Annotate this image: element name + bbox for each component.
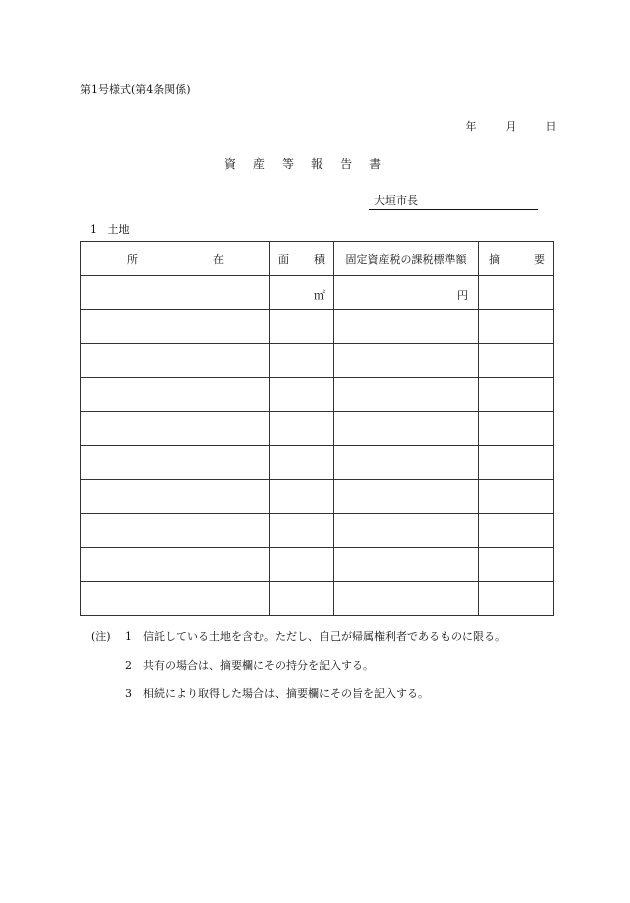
header-tax-base: 固定資産税の課税標準額 xyxy=(334,242,479,276)
date-day-label: 日 xyxy=(545,120,557,133)
area-cell[interactable] xyxy=(270,310,334,344)
section-title: 土地 xyxy=(107,223,130,236)
tax-base-cell[interactable] xyxy=(334,276,479,310)
area-cell[interactable] xyxy=(270,480,334,514)
section-heading xyxy=(90,221,130,237)
addressee: 大垣市長 xyxy=(369,192,538,210)
remarks-cell[interactable] xyxy=(479,446,554,480)
table-row xyxy=(81,310,554,344)
area-cell[interactable] xyxy=(270,446,334,480)
location-cell[interactable] xyxy=(81,412,270,446)
location-cell[interactable] xyxy=(81,310,270,344)
location-cell[interactable] xyxy=(81,514,270,548)
tax-base-cell[interactable] xyxy=(334,446,479,480)
tax-base-cell[interactable] xyxy=(334,548,479,582)
title-char: 等 xyxy=(282,157,312,171)
table-row xyxy=(81,480,554,514)
location-cell[interactable] xyxy=(81,582,270,616)
remarks-cell[interactable] xyxy=(479,582,554,616)
date-month-label: 月 xyxy=(505,120,517,133)
header-remarks: 摘 要 xyxy=(479,242,554,276)
date-line xyxy=(440,118,557,134)
note-item: 1 信託している土地を含む。ただし、自己が帰属権利者であるものに限る。 xyxy=(125,630,506,643)
area-unit: ㎡ xyxy=(314,289,325,302)
remarks-cell[interactable] xyxy=(479,412,554,446)
location-cell[interactable] xyxy=(81,480,270,514)
area-cell[interactable] xyxy=(270,582,334,616)
title-char: 告 xyxy=(340,157,370,171)
tax-base-cell[interactable] xyxy=(334,412,479,446)
title-char: 報 xyxy=(311,157,341,171)
note-item: 2 共有の場合は、摘要欄にその持分を記入する。 xyxy=(125,659,374,672)
remarks-cell[interactable] xyxy=(479,276,554,310)
land-table xyxy=(80,241,554,616)
table-row xyxy=(81,446,554,480)
tax-base-cell[interactable] xyxy=(334,378,479,412)
tax-base-cell[interactable] xyxy=(334,582,479,616)
remarks-cell[interactable] xyxy=(479,480,554,514)
document-title xyxy=(224,155,398,172)
tax-base-unit: 円 xyxy=(457,289,468,302)
area-cell[interactable] xyxy=(270,276,334,310)
location-cell[interactable] xyxy=(81,276,270,310)
table-row xyxy=(81,514,554,548)
notes-label: (注) xyxy=(91,630,111,643)
table-row xyxy=(81,378,554,412)
remarks-cell[interactable] xyxy=(479,310,554,344)
title-char: 書 xyxy=(369,157,399,171)
location-cell[interactable] xyxy=(81,548,270,582)
table-row xyxy=(81,548,554,582)
location-cell[interactable] xyxy=(81,344,270,378)
area-cell[interactable] xyxy=(270,412,334,446)
note-item: 3 相続により取得した場合は、摘要欄にその旨を記入する。 xyxy=(125,687,429,700)
area-cell[interactable] xyxy=(270,514,334,548)
area-cell[interactable] xyxy=(270,344,334,378)
remarks-cell[interactable] xyxy=(479,548,554,582)
area-cell[interactable] xyxy=(270,378,334,412)
table-row xyxy=(81,276,554,310)
tax-base-cell[interactable] xyxy=(334,480,479,514)
header-location: 所 在 xyxy=(81,242,270,276)
title-char: 産 xyxy=(253,157,283,171)
remarks-cell[interactable] xyxy=(479,378,554,412)
form-number: 第1号様式(第4条関係) xyxy=(80,83,191,96)
title-char: 資 xyxy=(224,157,254,171)
table-header-row xyxy=(81,242,554,276)
location-cell[interactable] xyxy=(81,446,270,480)
table-row xyxy=(81,344,554,378)
tax-base-cell[interactable] xyxy=(334,344,479,378)
remarks-cell[interactable] xyxy=(479,344,554,378)
date-year-label: 年 xyxy=(465,120,477,133)
remarks-cell[interactable] xyxy=(479,514,554,548)
location-cell[interactable] xyxy=(81,378,270,412)
table-row xyxy=(81,582,554,616)
table-row xyxy=(81,412,554,446)
area-cell[interactable] xyxy=(270,548,334,582)
tax-base-cell[interactable] xyxy=(334,310,479,344)
header-area: 面 積 xyxy=(270,242,334,276)
section-number: 1 xyxy=(90,223,97,236)
tax-base-cell[interactable] xyxy=(334,514,479,548)
